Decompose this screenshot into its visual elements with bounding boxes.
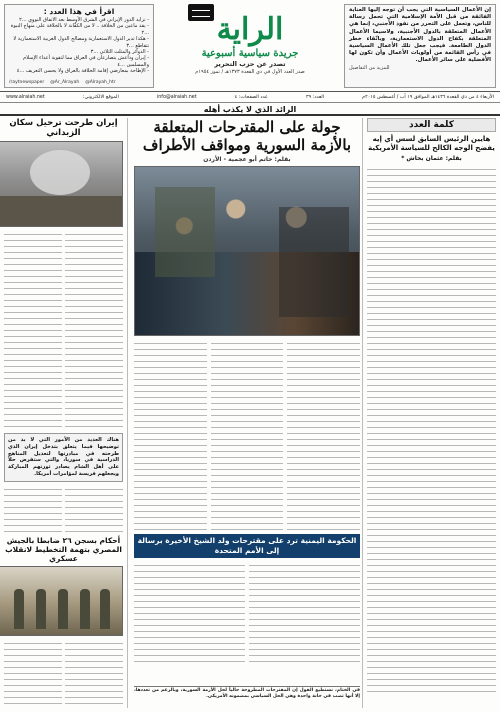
iran-body-continued [4, 485, 123, 533]
egypt-body-text-lines [65, 639, 123, 709]
kalima-heading: كلمة العدد [367, 118, 496, 132]
issue-date: الأربعاء ٤ من ذي القعدة ١٤٣٦هـ الموافق ١٩ آب / أغسطس ٢٠١٥م [362, 95, 494, 100]
email-link[interactable]: info@alraiah.net [156, 95, 197, 100]
in-this-issue-list [9, 17, 149, 75]
page-count: عدد الصفحات: ٤ [234, 95, 268, 100]
highlight-quote-box [4, 433, 123, 482]
editorial-column [362, 118, 496, 708]
logo-tagline: تصدر عن حزب التحرير [214, 60, 286, 68]
zabadani-photo [0, 141, 123, 227]
yemen-body [134, 561, 360, 666]
bottom-summary-text: في الختام، نستطيع القول إن المقترحات المطروحة حالياً لحل الأزمة السورية، وبالرغم من تعددها، إلا أنها تصب في خانة واحدة وهي الحل السياسي بمضمونه الأمريكي. [134, 688, 360, 699]
iran-body-col [4, 485, 62, 533]
lead-photo [134, 166, 360, 336]
flag-icon [188, 4, 214, 21]
in-this-issue-item[interactable]: - يقد ماعين من الخلافة .. لا من الكفّانة لا بالخلافة على منهاج النبوة ...٢ [10, 23, 149, 36]
motto-text: الرائد الذي لا يكذب أهله [203, 105, 297, 114]
in-this-issue-item[interactable]: - الإطاحة بمعارضي إقامة الخلافة بالعراق ولا يحسن التعريف ...٤ [16, 68, 149, 75]
lead-body-col [211, 339, 284, 531]
lead-photo-shape [279, 207, 349, 317]
iran-body-text-lines [65, 230, 123, 430]
in-this-issue-item[interactable]: - تزايد الدور الإيراني في الشرق الأوسط بعد الاتفاق النووي ...٢ [19, 17, 149, 23]
bottom-summary [134, 686, 360, 708]
masthead [0, 0, 500, 92]
figure-shape [36, 589, 46, 629]
yemen-headline[interactable]: الحكومة اليمنية ترد على مقترحات ولد الشيخ الأخيرة برسالة إلى الأمم المتحدة [134, 534, 360, 558]
egypt-body-col [65, 639, 123, 709]
in-this-issue-item[interactable]: - هكذا تدير الدول الاستعمارية ومصالح الدول الغربية الاستعمارية لا تتقاطع ...٣ [13, 36, 149, 49]
figure-shape [58, 589, 68, 629]
facebook-link[interactable]: /raytnewspaper [9, 80, 45, 85]
egypt-body-text-lines [4, 639, 62, 709]
social-links [9, 80, 159, 85]
yemen-body-text-lines [249, 561, 360, 666]
in-this-issue-box [4, 4, 154, 88]
egypt-body-col [4, 639, 62, 709]
logo-title: الراية [216, 12, 284, 47]
iran-body-text-lines [4, 485, 62, 533]
side-column [4, 118, 128, 708]
editorial-quote-text: إن الأعمال السياسية التي يجب أن توجه إليها العناية الفائقة من قبل الأمة الإسلامية التي تحمل رسالة للناس، وتعمل على التحرر من نفوذ الأجنبي، إنما هي الأعمال المتعلقة بالدول الأجنبية، ولاسيما الأعمال المتعلقة بكفاح الدول الاستعمارية، وباتّقاء خطر الدول الطامعة. فيجب جعل تلك الأعمال السياسية في رأس القائمة من أولويات الأعمال وأن تكون لها الأفضلية على سائر الأعمال. [349, 7, 491, 64]
figure-shape [14, 589, 24, 629]
yemen-body-text-lines [134, 561, 245, 666]
egypt-headline[interactable]: أحكام بسجن ٢٦ ضابطا بالجيش المصري بتهمة التخطيط لانقلاب عسكري [5, 535, 122, 563]
info-strip [0, 93, 500, 103]
yemen-body-col [134, 561, 245, 666]
website-label: الموقع الالكتروني: [82, 95, 119, 100]
newspaper-logo [160, 2, 340, 88]
iran-body-col [65, 230, 123, 430]
lead-headline[interactable]: جولة على المقترحات المتعلقة بالأزمة السورية ومواقف الأطراف [142, 118, 352, 154]
figure-shape [80, 589, 90, 629]
ground-shape [0, 196, 123, 226]
lead-body-text-lines [287, 339, 360, 531]
iran-body-text-lines [65, 485, 123, 533]
figure-shape [100, 589, 110, 629]
smoke-shape [30, 150, 90, 195]
kalima-author: بقلم: عثمان بخاش * [401, 155, 462, 162]
in-this-issue-item[interactable]: - إيران وداعش يتصارعان في العراق مما لتقوية أعداء الإسلام والمسلمين ...٤ [23, 55, 149, 68]
lead-body-col [287, 339, 360, 531]
lead-body-col [134, 339, 207, 531]
twitter-link-2[interactable]: @Alrayah_htr [85, 80, 116, 85]
lead-body-text-lines [211, 339, 284, 531]
kalima-body [367, 165, 496, 695]
editorial-quote-box [344, 4, 496, 88]
lead-body [134, 339, 360, 531]
iran-body-col [4, 230, 62, 430]
lead-photo-shape [155, 187, 215, 277]
egypt-photo [0, 566, 123, 636]
iran-body-text-lines [4, 230, 62, 430]
in-this-issue-title: اقرأ في هذا العدد : [43, 7, 115, 16]
iran-headline[interactable]: إيران طرحت ترحيل سكان الزبداني [9, 118, 118, 138]
lead-column [134, 118, 360, 708]
website-link[interactable]: www.alraiah.net [6, 95, 45, 100]
motto-bar [0, 104, 500, 116]
lead-body-text-lines [134, 339, 207, 531]
kalima-title[interactable]: هايين الرئيس السابق لسس أي إيه يفضح الوجه الكالح للسياسة الأمريكية [368, 135, 495, 152]
egypt-body [4, 639, 123, 709]
yemen-body-col [249, 561, 360, 666]
kalima-body-text-lines [367, 165, 496, 695]
logo-issue-line: صدر العدد الأول في ذي القعدة ١٣٧٣هـ / تموز ١٩٥٤م [195, 69, 305, 75]
twitter-link[interactable]: @Ar_Alrayah [50, 80, 80, 85]
iran-body [4, 230, 123, 430]
in-this-issue-item[interactable]: - الدوائر والمثلث الثلاثي ...٣ [90, 49, 149, 56]
logo-subtitle: جريدة سياسية أسبوعية [201, 48, 299, 59]
highlight-quote-text: هناك العديد من الأمور التي لا بد من توضيحها فيما يتعلق بتدخل إيران الذي طرحته في مبادرتها لتعديل المناهج الدراسية في سوريا، والتي ستفرض حلاً على أهل الشام يصادر ثورتهم المباركة ويجعلهم فريسة لمؤامرات أمريكا. [8, 437, 119, 477]
iran-body-col [65, 485, 123, 533]
editorial-more-link[interactable]: للمزيد من التفاصيل [349, 64, 390, 71]
issue-number: العدد: ٣٩ [306, 95, 325, 100]
lead-author: بقلم: حاتم أبو عجمية - الأردن [203, 156, 291, 163]
